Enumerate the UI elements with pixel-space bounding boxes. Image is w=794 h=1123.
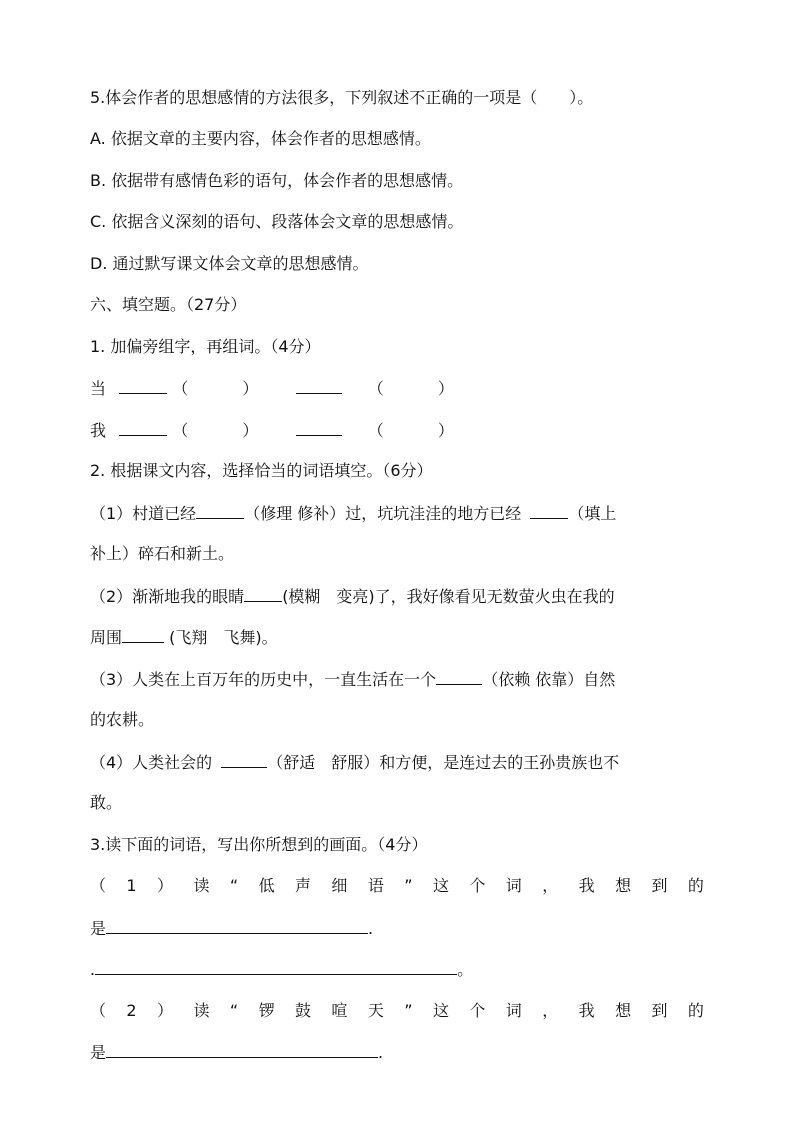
q1-char: 我 (90, 421, 107, 440)
char: 我 (578, 876, 595, 895)
char: 到 (651, 1001, 668, 1020)
char: “ (229, 876, 239, 895)
q1-char: 当 (90, 379, 107, 398)
paren-open: （ (172, 421, 189, 440)
q1-row-1 (90, 377, 704, 400)
char: ， (542, 1001, 559, 1020)
char: 声 (294, 876, 311, 895)
q2-stem: 2. 根据课文内容，选择恰当的词语填空。（6分） (90, 461, 433, 480)
text: . (368, 919, 374, 938)
char: 喧 (331, 1001, 348, 1020)
text: 周围 (90, 628, 123, 647)
char: 个 (469, 876, 486, 895)
q3-answer-line-2 (90, 958, 704, 981)
q2-sentence-2 (90, 585, 704, 608)
answer-blank[interactable] (196, 502, 244, 519)
char: 低 (258, 876, 275, 895)
answer-blank[interactable] (95, 958, 457, 975)
char: 个 (469, 1001, 486, 1020)
char: 想 (615, 1001, 632, 1020)
q5-option-b[interactable]: B. 依据带有感情色彩的语句，体会作者的思想感情。 (90, 171, 464, 190)
q5-option-d[interactable]: D. 通过默写课文体会文章的思想感情。 (90, 254, 369, 273)
answer-blank[interactable] (436, 668, 482, 685)
char: 词 (505, 1001, 522, 1020)
char: ） (157, 1001, 174, 1020)
q3-prompt-1 (90, 875, 704, 897)
char: （ (90, 876, 107, 895)
text: （2）渐渐地我的眼睛 (90, 587, 245, 606)
text: （依赖 依靠）自然 (482, 670, 616, 689)
answer-blank[interactable] (122, 626, 164, 643)
text: （1）村道已经 (90, 504, 197, 523)
text: 。 (457, 960, 474, 979)
paren-close: ） (242, 379, 259, 398)
answer-blank[interactable] (119, 377, 167, 394)
answer-blank[interactable] (119, 419, 167, 436)
text: (模糊 变亮)了，我好像看见无数萤火虫在我的 (282, 587, 615, 606)
char: 的 (687, 1001, 704, 1020)
q2-sentence-2-cont (90, 626, 704, 649)
char: ） (157, 876, 174, 895)
text: (飞翔 飞舞)。 (169, 628, 278, 647)
text: （舒适 舒服）和方便，是连过去的王孙贵族也不 (267, 753, 620, 772)
char: 词 (505, 876, 522, 895)
answer-blank[interactable] (244, 585, 282, 602)
char: 这 (432, 876, 449, 895)
q3-answer-line-3 (90, 1041, 704, 1064)
char: 想 (615, 876, 632, 895)
char: 2 (126, 1001, 137, 1020)
q2-sentence-4 (90, 751, 704, 774)
q2-sentence-3 (90, 668, 704, 691)
paren-close: ） (437, 421, 454, 440)
q3-prompt-2 (90, 1000, 704, 1022)
char: 到 (651, 876, 668, 895)
char: 这 (432, 1001, 449, 1020)
char: ， (542, 876, 559, 895)
text: （填上 (568, 504, 617, 523)
section-title: 六、填空题。（27分） (90, 295, 247, 314)
q2-sentence-4-cont: 敢。 (90, 793, 123, 812)
text: . (90, 960, 96, 979)
char: （ (90, 1001, 107, 1020)
paren-close: ） (242, 421, 259, 440)
paren-close: ） (437, 379, 454, 398)
q2-sentence-1-cont: 补上）碎石和新土。 (90, 544, 235, 563)
char: 细 (331, 876, 348, 895)
char: 的 (687, 876, 704, 895)
paren-open: （ (367, 379, 384, 398)
char: ” (404, 1001, 413, 1020)
q2-sentence-3-cont: 的农耕。 (90, 710, 155, 729)
char: 鼓 (294, 1001, 311, 1020)
q3-answer-line-1 (90, 917, 704, 940)
char: 我 (578, 1001, 595, 1020)
q5-option-c[interactable]: C. 依据含义深刻的语句、段落体会文章的思想感情。 (90, 212, 464, 231)
char: “ (229, 1001, 239, 1020)
answer-blank[interactable] (106, 917, 368, 934)
answer-blank[interactable] (106, 1041, 378, 1058)
q3-stem: 3.读下面的词语，写出你所想到的画面。（4分） (90, 835, 428, 854)
char: 语 (367, 876, 384, 895)
answer-blank[interactable] (296, 377, 342, 394)
q5-stem: 5.体会作者的思想感情的方法很多，下列叙述不正确的一项是（ ）。 (90, 88, 594, 107)
answer-blank[interactable] (296, 419, 342, 436)
text: （3）人类在上百万年的历史中，一直生活在一个 (90, 670, 437, 689)
char: 天 (367, 1001, 384, 1020)
text: （修理 修补）过，坑坑洼洼的地方已经 (244, 504, 522, 523)
text: 是 (90, 919, 107, 938)
q5-option-a[interactable]: A. 依据文章的主要内容，体会作者的思想感情。 (90, 129, 431, 148)
char: 锣 (258, 1001, 275, 1020)
paren-open: （ (172, 379, 189, 398)
char: 读 (193, 876, 210, 895)
char: ” (404, 876, 413, 895)
q1-row-2 (90, 419, 704, 442)
text: . (378, 1043, 384, 1062)
q1-stem: 1. 加偏旁组字，再组词。（4分） (90, 337, 321, 356)
paren-open: （ (367, 421, 384, 440)
text: （4）人类社会的 (90, 753, 213, 772)
answer-blank[interactable] (530, 502, 568, 519)
char: 1 (126, 876, 137, 895)
q2-sentence-1 (90, 502, 704, 525)
char: 读 (193, 1001, 210, 1020)
answer-blank[interactable] (221, 751, 267, 768)
text: 是 (90, 1043, 107, 1062)
